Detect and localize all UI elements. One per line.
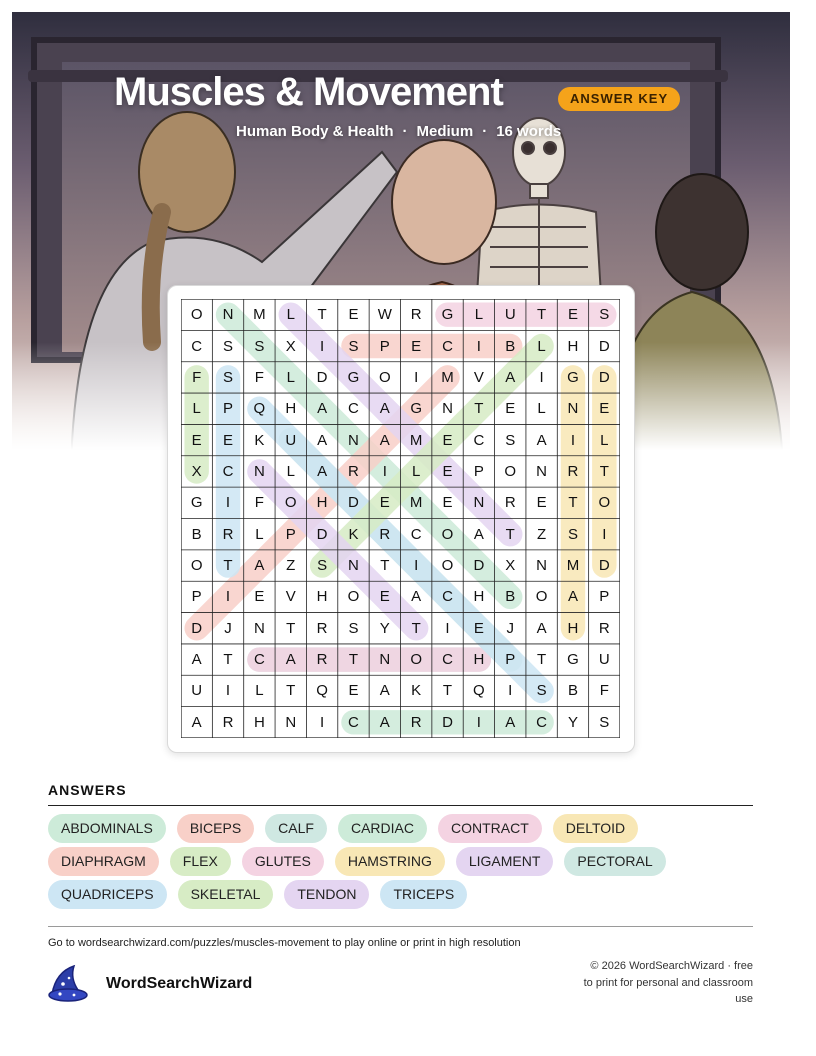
- grid-cell[interactable]: H: [567, 337, 579, 355]
- grid-cell[interactable]: N: [348, 431, 359, 449]
- grid-cell[interactable]: A: [379, 713, 390, 731]
- grid-cell[interactable]: M: [409, 431, 423, 449]
- grid-cell[interactable]: R: [316, 619, 328, 637]
- answer-list: [48, 814, 768, 913]
- grid-cell[interactable]: I: [225, 682, 231, 700]
- grid-cell[interactable]: T: [474, 400, 484, 418]
- answer-chip-diaphragm: DIAPHRAGM: [48, 847, 159, 876]
- answer-chip-hamstring: HAMSTRING: [335, 847, 445, 876]
- wizard-hat-icon: [48, 964, 92, 1004]
- grid-cell[interactable]: E: [411, 337, 422, 355]
- grid-cell[interactable]: G: [410, 400, 422, 418]
- grid-cell[interactable]: T: [442, 682, 453, 700]
- grid-cell[interactable]: I: [445, 619, 450, 637]
- grid-cell[interactable]: N: [348, 557, 359, 575]
- grid-cell[interactable]: B: [505, 588, 516, 606]
- grid-cell[interactable]: T: [411, 619, 421, 637]
- grid-cell[interactable]: S: [348, 619, 359, 637]
- grid-cell[interactable]: Z: [286, 557, 296, 575]
- grid-cell[interactable]: A: [536, 619, 547, 637]
- grid-cell[interactable]: E: [442, 494, 453, 512]
- grid-cell[interactable]: T: [348, 651, 359, 669]
- grid-cell[interactable]: T: [568, 494, 578, 512]
- grid-cell[interactable]: D: [598, 557, 610, 575]
- grid-cell[interactable]: C: [442, 588, 453, 606]
- grid-cell[interactable]: O: [504, 462, 517, 480]
- grid-cell[interactable]: F: [599, 682, 609, 700]
- grid-cell[interactable]: N: [536, 557, 548, 575]
- grid-cell[interactable]: S: [223, 368, 234, 386]
- grid-cell[interactable]: A: [473, 525, 484, 543]
- grid-cell[interactable]: I: [476, 713, 481, 731]
- grid-cell[interactable]: N: [285, 713, 297, 731]
- grid-cell[interactable]: O: [190, 306, 203, 324]
- grid-cell[interactable]: Y: [379, 619, 390, 637]
- divider: [48, 805, 753, 806]
- grid-cell[interactable]: T: [537, 651, 547, 669]
- grid-cell[interactable]: M: [441, 368, 454, 386]
- grid-cell[interactable]: O: [284, 494, 297, 512]
- grid-cell[interactable]: R: [410, 713, 422, 731]
- grid-cell[interactable]: L: [537, 337, 546, 355]
- grid-cell[interactable]: O: [410, 651, 422, 669]
- grid-cell[interactable]: L: [192, 400, 201, 418]
- grid-cell[interactable]: N: [379, 651, 391, 669]
- answer-chip-ligament: LIGAMENT: [456, 847, 554, 876]
- grid-cell[interactable]: L: [255, 682, 264, 700]
- grid-cell[interactable]: M: [253, 306, 266, 324]
- grid-cell[interactable]: D: [598, 368, 610, 386]
- grid-cell[interactable]: A: [191, 651, 202, 669]
- grid-cell[interactable]: I: [225, 494, 231, 512]
- grid-cell[interactable]: A: [317, 462, 328, 480]
- grid-cell[interactable]: E: [348, 306, 359, 324]
- category-label: Human Body & Health: [236, 123, 394, 140]
- grid-cell[interactable]: G: [567, 651, 579, 669]
- grid-cell[interactable]: W: [377, 306, 392, 324]
- grid-cell[interactable]: E: [473, 619, 484, 637]
- grid-cell[interactable]: L: [537, 400, 546, 418]
- grid-cell[interactable]: H: [316, 494, 328, 512]
- grid-cell[interactable]: U: [285, 431, 297, 449]
- grid-cell[interactable]: Y: [567, 713, 578, 731]
- grid-cell[interactable]: O: [378, 368, 391, 386]
- answer-chip-cardiac: CARDIAC: [338, 814, 427, 843]
- grid-cell[interactable]: T: [223, 557, 233, 575]
- grid-cell[interactable]: H: [253, 713, 265, 731]
- grid-cell[interactable]: T: [505, 525, 515, 543]
- grid-cell[interactable]: M: [409, 494, 423, 512]
- grid-cell[interactable]: R: [222, 713, 234, 731]
- grid-cell[interactable]: A: [317, 431, 328, 449]
- grid-cell[interactable]: L: [286, 462, 295, 480]
- grid-cell[interactable]: D: [442, 713, 453, 731]
- brand-name: WordSearchWizard: [106, 975, 253, 992]
- grid-cell[interactable]: I: [225, 588, 231, 606]
- answer-chip-calf: CALF: [265, 814, 327, 843]
- grid-cell[interactable]: H: [316, 588, 328, 606]
- grid-cell[interactable]: R: [410, 306, 422, 324]
- grid-cell[interactable]: P: [285, 525, 296, 543]
- grid-cell[interactable]: E: [254, 588, 265, 606]
- grid-cell[interactable]: O: [535, 588, 548, 606]
- grid-cell[interactable]: C: [473, 431, 485, 449]
- grid-cell[interactable]: C: [442, 337, 453, 355]
- grid-cell[interactable]: E: [567, 306, 578, 324]
- grid-cell[interactable]: K: [348, 525, 359, 543]
- answer-key-badge: ANSWER KEY: [558, 87, 680, 111]
- grid-cell[interactable]: A: [379, 682, 390, 700]
- grid-cell[interactable]: E: [348, 682, 359, 700]
- grid-cell[interactable]: N: [442, 400, 453, 418]
- play-online-note: Go to wordsearchwizard.com/puzzles/muscles-movement to play online or print in high resolution: [48, 937, 521, 949]
- grid-cell[interactable]: X: [285, 337, 296, 355]
- grid-cell[interactable]: S: [599, 713, 610, 731]
- grid-cell[interactable]: X: [505, 557, 516, 575]
- grid-cell[interactable]: H: [285, 400, 297, 418]
- grid-cell[interactable]: I: [539, 368, 544, 386]
- grid-cell[interactable]: N: [253, 462, 265, 480]
- meta-separator: ·: [402, 123, 408, 140]
- grid-cell[interactable]: S: [254, 337, 265, 355]
- grid-cell[interactable]: H: [473, 588, 485, 606]
- grid-cell[interactable]: A: [254, 557, 265, 575]
- grid-cell[interactable]: L: [600, 431, 609, 449]
- grid-cell[interactable]: P: [379, 337, 390, 355]
- grid-cell[interactable]: L: [474, 306, 484, 324]
- grid-cell[interactable]: D: [598, 337, 610, 355]
- grid-cell[interactable]: C: [536, 713, 548, 731]
- grid-cell[interactable]: T: [286, 682, 296, 700]
- grid-cell[interactable]: G: [347, 368, 360, 386]
- grid-cell[interactable]: P: [473, 462, 484, 480]
- grid-cell[interactable]: L: [286, 368, 295, 386]
- grid-cell[interactable]: B: [191, 525, 202, 543]
- grid-cell[interactable]: P: [191, 588, 202, 606]
- grid-cell[interactable]: X: [191, 462, 202, 480]
- grid-cell[interactable]: N: [253, 619, 265, 637]
- grid-cell[interactable]: F: [254, 368, 264, 386]
- grid-cell[interactable]: A: [411, 588, 422, 606]
- grid-cell[interactable]: R: [504, 494, 516, 512]
- grid-cell[interactable]: A: [567, 588, 578, 606]
- grid-cell[interactable]: T: [380, 557, 390, 575]
- grid-cell[interactable]: O: [441, 525, 454, 543]
- grid-cell[interactable]: B: [505, 337, 516, 355]
- grid-cell[interactable]: L: [255, 525, 264, 543]
- word-count-label: 16 words: [496, 123, 562, 140]
- grid-cell[interactable]: R: [567, 462, 579, 480]
- grid-cell[interactable]: J: [224, 619, 232, 637]
- grid-cell[interactable]: S: [223, 337, 234, 355]
- grid-cell[interactable]: S: [505, 431, 516, 449]
- grid-cell[interactable]: L: [286, 306, 295, 324]
- grid-cell[interactable]: D: [473, 557, 485, 575]
- answer-chip-abdominals: ABDOMINALS: [48, 814, 166, 843]
- puzzle-meta: [236, 123, 561, 140]
- grid-cell[interactable]: C: [191, 337, 203, 355]
- grid-cell[interactable]: B: [567, 682, 578, 700]
- grid-cell[interactable]: D: [191, 619, 203, 637]
- grid-cell[interactable]: T: [317, 306, 327, 324]
- answer-chip-triceps: TRICEPS: [380, 880, 467, 909]
- grid-cell[interactable]: I: [414, 368, 419, 386]
- grid-cell[interactable]: U: [191, 682, 203, 700]
- grid-cell[interactable]: A: [379, 400, 390, 418]
- grid-cell[interactable]: E: [379, 588, 390, 606]
- grid-cell[interactable]: C: [348, 713, 359, 731]
- grid-cell[interactable]: Q: [253, 400, 266, 418]
- grid-cell[interactable]: R: [379, 525, 391, 543]
- grid-cell[interactable]: U: [598, 651, 610, 669]
- meta-separator: ·: [482, 123, 488, 140]
- grid-cell[interactable]: U: [504, 306, 516, 324]
- grid-cell[interactable]: T: [537, 306, 547, 324]
- grid-cell[interactable]: P: [505, 651, 516, 669]
- copyright-note: © 2026 WordSearchWizard · free to print for personal and classroom use: [583, 960, 753, 1005]
- answers-heading: ANSWERS: [48, 782, 127, 798]
- grid-cell[interactable]: C: [253, 651, 265, 669]
- grid-cell[interactable]: I: [320, 713, 325, 731]
- grid-cell[interactable]: J: [506, 619, 514, 637]
- grid-cell[interactable]: T: [223, 651, 233, 669]
- answer-chip-biceps: BICEPS: [177, 814, 254, 843]
- grid-cell[interactable]: K: [411, 682, 422, 700]
- answer-chip-deltoid: DELTOID: [553, 814, 638, 843]
- grid-cell[interactable]: R: [316, 651, 328, 669]
- grid-cell[interactable]: K: [254, 431, 265, 449]
- grid-cell[interactable]: L: [412, 462, 421, 480]
- grid-cell[interactable]: O: [598, 494, 611, 512]
- grid-cell[interactable]: C: [348, 400, 359, 418]
- grid-cell[interactable]: E: [191, 431, 202, 449]
- grid-cell[interactable]: A: [505, 368, 516, 386]
- grid-cell[interactable]: R: [222, 525, 234, 543]
- grid-cell[interactable]: S: [348, 337, 359, 355]
- grid-cell[interactable]: D: [316, 525, 328, 543]
- word-search-grid: [181, 299, 620, 738]
- grid-cell[interactable]: G: [190, 494, 203, 512]
- grid-cell[interactable]: E: [223, 431, 234, 449]
- grid-cell[interactable]: A: [505, 713, 516, 731]
- grid-cell[interactable]: V: [473, 368, 484, 386]
- grid-cell[interactable]: G: [441, 306, 454, 324]
- grid-cell[interactable]: F: [254, 494, 264, 512]
- grid-cell[interactable]: D: [316, 368, 328, 386]
- grid-cell[interactable]: P: [599, 588, 610, 606]
- grid-cell[interactable]: O: [347, 588, 360, 606]
- grid-cell[interactable]: R: [598, 619, 610, 637]
- grid-cell[interactable]: I: [476, 337, 481, 355]
- grid-cell[interactable]: I: [570, 431, 576, 449]
- difficulty-label: Medium: [416, 123, 474, 140]
- grid-cell[interactable]: E: [442, 462, 453, 480]
- answer-chip-contract: CONTRACT: [438, 814, 542, 843]
- grid-cell[interactable]: I: [414, 557, 419, 575]
- grid-cell[interactable]: O: [441, 557, 454, 575]
- grid-cell[interactable]: N: [567, 400, 579, 418]
- grid-cell[interactable]: V: [285, 588, 296, 606]
- grid-cell[interactable]: S: [536, 682, 547, 700]
- grid-cell[interactable]: Q: [316, 682, 328, 700]
- grid-cell[interactable]: C: [442, 651, 453, 669]
- grid-cell[interactable]: R: [348, 462, 359, 480]
- grid-cell[interactable]: C: [410, 525, 422, 543]
- grid-cell[interactable]: E: [536, 494, 547, 512]
- grid-cell[interactable]: A: [317, 400, 328, 418]
- grid-cell[interactable]: Q: [473, 682, 485, 700]
- brand-logo[interactable]: [48, 964, 252, 1004]
- grid-cell[interactable]: H: [567, 619, 579, 637]
- grid-cell[interactable]: H: [473, 651, 485, 669]
- answer-chip-pectoral: PECTORAL: [564, 847, 665, 876]
- grid-cell[interactable]: C: [222, 462, 234, 480]
- divider: [48, 926, 753, 927]
- grid-cell[interactable]: G: [567, 368, 579, 386]
- grid-cell[interactable]: I: [602, 525, 607, 543]
- answer-chip-flex: FLEX: [170, 847, 231, 876]
- grid-cell[interactable]: Z: [537, 525, 547, 543]
- answer-chip-tendon: TENDON: [284, 880, 369, 909]
- grid-cell[interactable]: N: [536, 462, 548, 480]
- answer-chip-skeletal: SKELETAL: [178, 880, 274, 909]
- grid-cell[interactable]: P: [223, 400, 234, 418]
- grid-cell[interactable]: E: [505, 400, 516, 418]
- grid-cell[interactable]: A: [379, 431, 390, 449]
- grid-cell[interactable]: S: [317, 557, 328, 575]
- grid-cell[interactable]: A: [191, 713, 202, 731]
- grid-cell[interactable]: S: [599, 306, 610, 324]
- grid-cell[interactable]: N: [473, 494, 485, 512]
- grid-cell[interactable]: I: [382, 462, 387, 480]
- grid-cell[interactable]: M: [566, 557, 580, 575]
- grid-cell[interactable]: A: [536, 431, 547, 449]
- grid-cell[interactable]: I: [508, 682, 513, 700]
- grid-cell[interactable]: I: [320, 337, 325, 355]
- grid-cell[interactable]: F: [192, 368, 202, 386]
- answer-chip-quadriceps: QUADRICEPS: [48, 880, 167, 909]
- grid-cell[interactable]: E: [442, 431, 453, 449]
- grid-cell[interactable]: T: [599, 462, 609, 480]
- grid-cell[interactable]: N: [222, 306, 234, 324]
- grid-cell[interactable]: S: [567, 525, 578, 543]
- puzzle-title: Muscles & Movement: [114, 70, 503, 114]
- grid-cell[interactable]: E: [599, 400, 610, 418]
- grid-cell[interactable]: A: [285, 651, 296, 669]
- grid-cell[interactable]: T: [286, 619, 296, 637]
- grid-cell[interactable]: O: [190, 557, 203, 575]
- grid-cell[interactable]: D: [348, 494, 359, 512]
- answer-chip-glutes: GLUTES: [242, 847, 324, 876]
- grid-cell[interactable]: E: [379, 494, 390, 512]
